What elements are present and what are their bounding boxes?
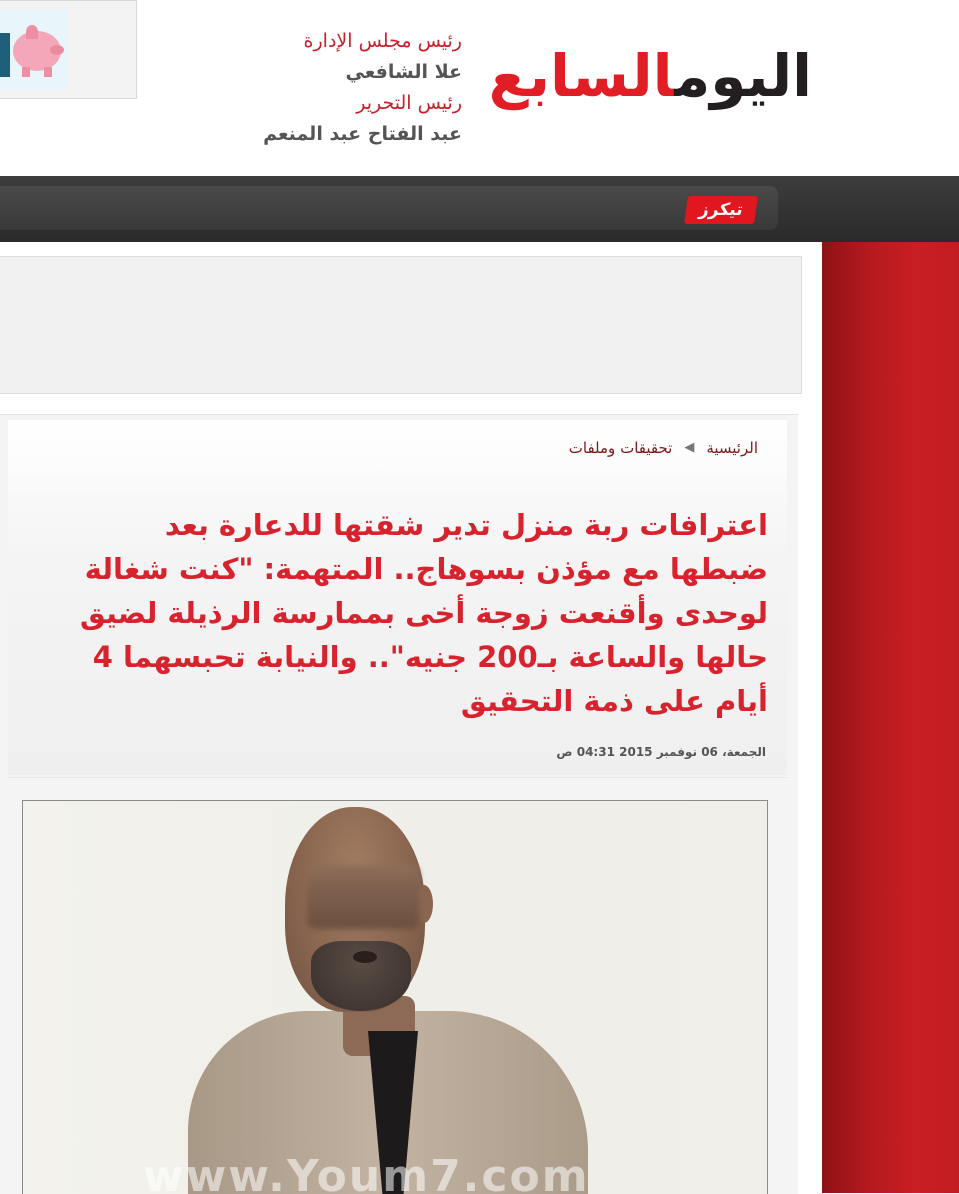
header-ad-banner[interactable] <box>0 0 137 99</box>
photo-watermark: www.Youm7.com <box>143 1151 590 1194</box>
breadcrumb <box>480 434 758 460</box>
masthead-credits <box>180 26 462 150</box>
logo-word-red: السابع <box>488 42 675 110</box>
side-red-column <box>822 242 959 1193</box>
article-date: الجمعة، 06 نوفمبر 2015 04:31 ص <box>556 745 766 759</box>
main-navbar <box>0 176 959 242</box>
board-chair-name: علا الشافعي <box>345 61 462 83</box>
site-logo[interactable] <box>488 34 812 118</box>
site-header <box>0 0 959 176</box>
navbar-inner <box>0 186 778 230</box>
chevron-left-icon: ◀ <box>684 439 695 455</box>
header-divider <box>8 777 787 778</box>
photo-face-blur <box>307 865 419 929</box>
ticker-badge[interactable]: تيكرز <box>684 196 758 224</box>
breadcrumb-section[interactable]: تحقيقات وملفات <box>568 438 673 457</box>
piggy-bank-icon <box>0 9 68 89</box>
breadcrumb-home[interactable]: الرئيسية <box>706 438 758 457</box>
article-headline: اعترافات ربة منزل تدير شقتها للدعارة بعد ضبطها مع مؤذن بسوهاج.. المتهمة: "كنت شغالة لوحدى وأقنعت زوجة أخى بممارسة الرذيلة لضيق حالها والساعة بـ200 جنيه".. والنيابة تحبسهما 4 أيام على ذمة التحقيق <box>79 508 768 718</box>
board-chair-role: رئيس مجلس الإدارة <box>303 30 462 52</box>
photo-mouth <box>353 951 377 963</box>
editor-in-chief-role: رئيس التحرير <box>356 92 462 114</box>
logo-word-black: اليوم <box>674 42 812 110</box>
article-photo[interactable] <box>22 800 768 1194</box>
ad-placeholder <box>0 256 802 394</box>
editor-in-chief-name: عبد الفتاح عبد المنعم <box>263 123 462 145</box>
